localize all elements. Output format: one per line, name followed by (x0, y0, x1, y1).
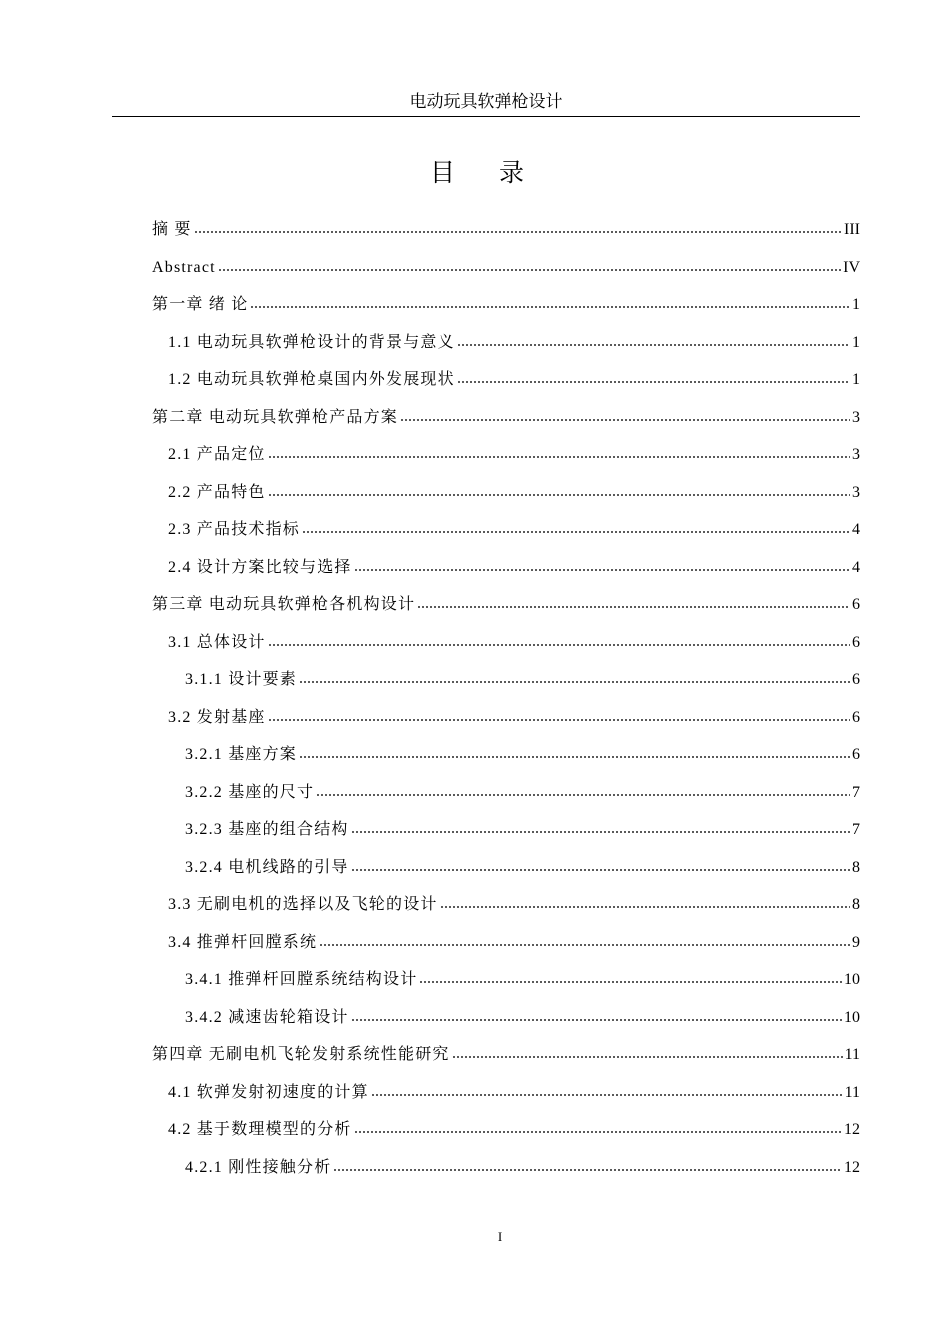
toc-entry[interactable] (152, 592, 860, 630)
toc-entry[interactable] (152, 555, 860, 593)
toc-entry[interactable] (152, 1005, 860, 1043)
toc-entry-page: 4 (852, 558, 860, 576)
running-header: 电动玩具软弹枪设计 (409, 92, 563, 112)
toc-entry-page: 10 (844, 971, 860, 988)
toc-entry-label: 3.1.1 设计要素 (185, 671, 298, 688)
dot-leader (316, 783, 850, 797)
toc-entry-label: 第四章 无刷电机飞轮发射系统性能研究 (152, 1046, 450, 1063)
toc-entry-label: 2.4 设计方案比较与选择 (168, 558, 352, 576)
dot-leader (218, 258, 841, 272)
toc-entry-label: 2.2 产品特色 (168, 483, 266, 501)
toc-entry-label: 3.3 无刷电机的选择以及飞轮的设计 (168, 896, 438, 913)
toc-entry[interactable] (152, 330, 860, 368)
dot-leader (250, 295, 850, 309)
dot-leader (440, 895, 850, 909)
toc-entry[interactable] (152, 367, 860, 405)
toc-entry-label: 3.4.1 推弹杆回膛系统结构设计 (185, 971, 418, 988)
toc-entry-label: 3.2.2 基座的尺寸 (185, 783, 315, 801)
toc-entry[interactable] (152, 1117, 860, 1155)
toc-entry-page: 3 (852, 446, 860, 463)
toc-entry[interactable] (152, 255, 860, 293)
toc-entry-page: 7 (852, 821, 860, 838)
toc-entry-label: Abstract (152, 258, 216, 276)
toc-entry-label: 3.2.1 基座方案 (185, 746, 298, 763)
toc-entry[interactable] (152, 405, 860, 443)
toc-entry-label: 4.1 软弹发射初速度的计算 (168, 1083, 369, 1101)
toc-entry[interactable] (152, 667, 860, 705)
toc-entry-label: 3.2 发射基座 (168, 708, 266, 726)
toc-entry-page: 1 (852, 371, 860, 388)
toc-entry-page: 10 (844, 1008, 860, 1026)
toc-entry-label: 2.1 产品定位 (168, 446, 266, 463)
toc-entry-label: 3.4 推弹杆回膛系统 (168, 933, 318, 951)
dot-leader (333, 1158, 842, 1172)
dot-leader (268, 633, 850, 647)
toc-entry[interactable] (152, 742, 860, 780)
toc-entry-page: 12 (844, 1121, 860, 1138)
toc-entry-page: 1 (852, 296, 860, 313)
toc-entry[interactable] (152, 517, 860, 555)
dot-leader (417, 595, 850, 609)
dot-leader (457, 370, 850, 384)
dot-leader (452, 1045, 843, 1059)
toc-entry-label: 第一章 绪 论 (152, 296, 249, 313)
toc-entry[interactable] (152, 967, 860, 1005)
dot-leader (371, 1083, 843, 1097)
toc-entry-page: IV (843, 258, 860, 276)
dot-leader (419, 970, 842, 984)
toc-entry-label: 1.1 电动玩具软弹枪设计的背景与意义 (168, 333, 455, 351)
toc-entry-label: 4.2.1 刚性接触分析 (185, 1158, 332, 1176)
toc-entry[interactable] (152, 630, 860, 668)
toc-entry[interactable] (152, 705, 860, 743)
dot-leader (268, 483, 850, 497)
toc-entry-page: 6 (852, 708, 860, 726)
toc-entry-label: 第三章 电动玩具软弹枪各机构设计 (152, 596, 416, 613)
dot-leader (351, 858, 850, 872)
dot-leader (268, 445, 850, 459)
toc-entry-page: 6 (852, 633, 860, 651)
toc-title: 目 录 (430, 158, 542, 187)
toc-entry-page: 6 (852, 596, 860, 613)
toc-entry-page: 6 (852, 671, 860, 688)
dot-leader (351, 820, 850, 834)
toc-entry-label: 摘 要 (152, 221, 192, 238)
header-rule (112, 116, 860, 117)
toc-entry-page: 4 (852, 521, 860, 538)
toc-entry-page: 8 (852, 858, 860, 876)
dot-leader (194, 220, 842, 234)
toc-entry-page: 8 (852, 896, 860, 913)
toc-entry[interactable] (152, 217, 860, 255)
dot-leader (319, 933, 850, 947)
toc-entry-page: 1 (852, 333, 860, 351)
toc-entry[interactable] (152, 930, 860, 968)
toc-entry[interactable] (152, 1080, 860, 1118)
dot-leader (354, 558, 850, 572)
toc-entry[interactable] (152, 1042, 860, 1080)
toc-entry-page: 3 (852, 483, 860, 501)
toc-entry-page: 11 (844, 1046, 860, 1063)
dot-leader (302, 520, 850, 534)
dot-leader (400, 408, 850, 422)
toc-entry-label: 4.2 基于数理模型的分析 (168, 1121, 352, 1138)
toc-entry[interactable] (152, 855, 860, 893)
toc-entry-label: 3.2.4 电机线路的引导 (185, 858, 349, 876)
toc-entry-page: 6 (852, 746, 860, 763)
dot-leader (457, 333, 850, 347)
toc-entry[interactable] (152, 817, 860, 855)
toc-entry-label: 第二章 电动玩具软弹枪产品方案 (152, 408, 399, 426)
table-of-contents (152, 217, 860, 1192)
toc-entry-label: 3.4.2 减速齿轮箱设计 (185, 1008, 349, 1026)
toc-entry-page: 12 (844, 1158, 860, 1176)
toc-entry[interactable] (152, 892, 860, 930)
toc-entry[interactable] (152, 1155, 860, 1193)
toc-entry-page: III (844, 221, 860, 238)
toc-entry-page: 7 (852, 783, 860, 801)
toc-entry-page: 3 (852, 408, 860, 426)
toc-entry-label: 2.3 产品技术指标 (168, 521, 301, 538)
page-number: I (497, 1229, 503, 1244)
toc-entry[interactable] (152, 480, 860, 518)
toc-entry[interactable] (152, 442, 860, 480)
toc-entry-label: 3.2.3 基座的组合结构 (185, 821, 349, 838)
toc-entry-label: 1.2 电动玩具软弹枪桌国内外发展现状 (168, 371, 455, 388)
dot-leader (299, 670, 850, 684)
toc-entry-page: 9 (852, 933, 860, 951)
toc-entry[interactable] (152, 780, 860, 818)
toc-entry-label: 3.1 总体设计 (168, 633, 266, 651)
dot-leader (351, 1008, 842, 1022)
toc-entry[interactable] (152, 292, 860, 330)
toc-entry-page: 11 (844, 1083, 860, 1101)
dot-leader (268, 708, 850, 722)
dot-leader (299, 745, 850, 759)
dot-leader (354, 1120, 842, 1134)
